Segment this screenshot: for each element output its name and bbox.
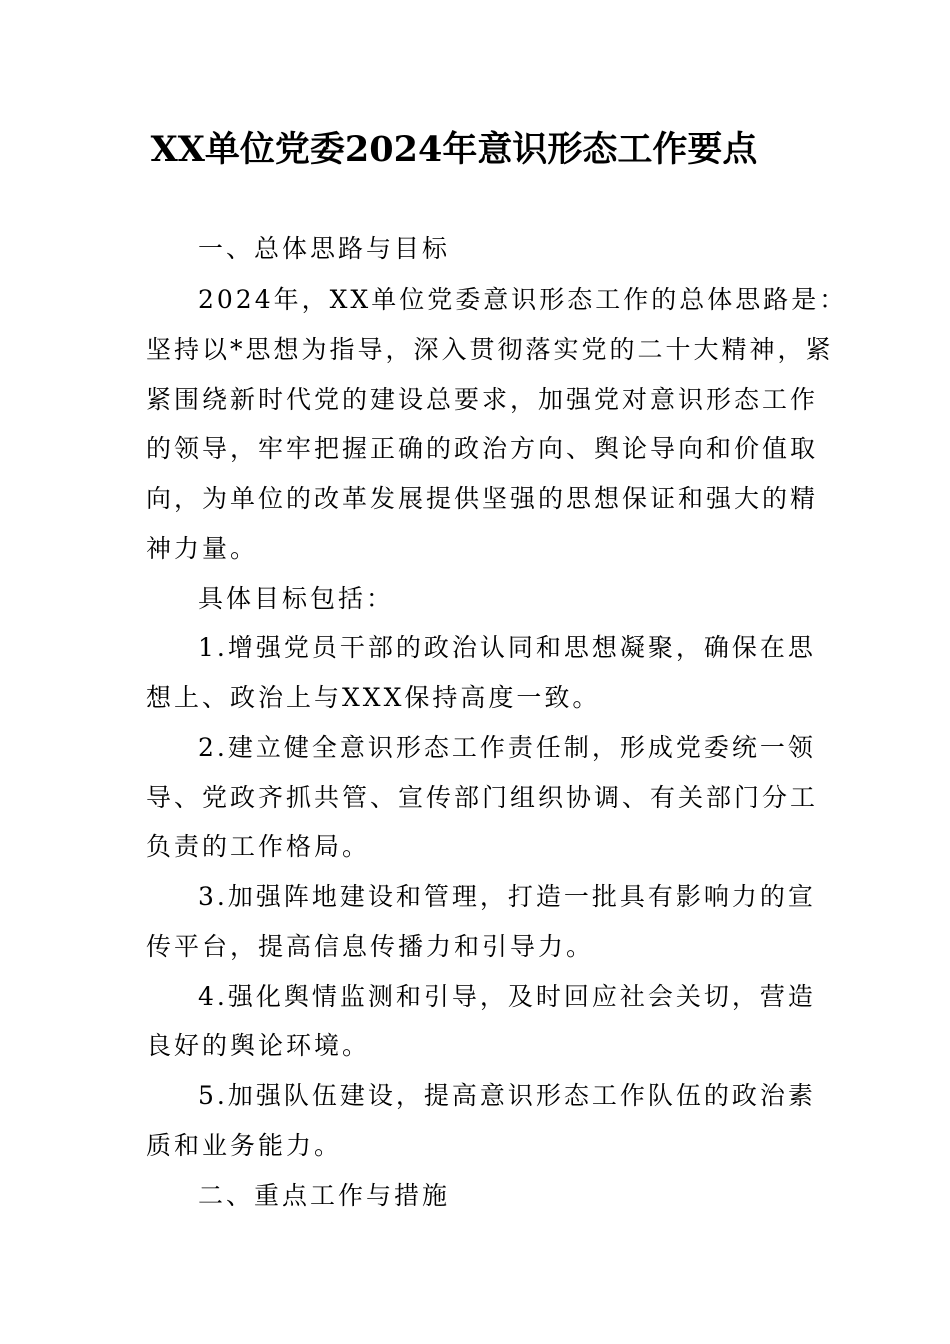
list-item-3-continued: 传平台，提高信息传播力和引导力。 (146, 932, 595, 961)
list-item-2-continued: 导、党政齐抓共管、宣传部门组织协调、有关部门分工 (146, 783, 819, 812)
paragraph-line: 坚持以*思想为指导，深入贯彻落实党的二十大精神，紧 (146, 335, 834, 364)
list-item-4: 4.强化舆情监测和引导，及时回应社会关切，营造 (198, 982, 816, 1011)
paragraph-line: 2024年，XX单位党委意识形态工作的总体思路是： (198, 285, 848, 314)
section-heading-1: 一、总体思路与目标 (198, 234, 451, 263)
paragraph-line: 紧围绕新时代党的建设总要求，加强党对意识形态工作 (146, 385, 819, 414)
document-title: XX单位党委2024年意识形态工作要点 (150, 129, 758, 170)
paragraph-line: 向，为单位的改革发展提供坚强的思想保证和强大的精 (146, 484, 819, 513)
paragraph-line: 神力量。 (146, 534, 259, 563)
list-item-5: 5.加强队伍建设，提高意识形态工作队伍的政治素 (198, 1081, 816, 1110)
list-item-4-continued: 良好的舆论环境。 (146, 1031, 371, 1060)
list-item-2-continued: 负责的工作格局。 (146, 832, 371, 861)
list-item-1: 1.增强党员干部的政治认同和思想凝聚，确保在思 (198, 633, 816, 662)
section-heading-2: 二、重点工作与措施 (198, 1181, 451, 1210)
list-item-5-continued: 质和业务能力。 (146, 1131, 343, 1160)
paragraph-line: 具体目标包括： (198, 584, 395, 613)
list-item-1-continued: 想上、政治上与XXX保持高度一致。 (146, 683, 601, 712)
list-item-2: 2.建立健全意识形态工作责任制，形成党委统一领 (198, 733, 816, 762)
paragraph-line: 的领导，牢牢把握正确的政治方向、舆论导向和价值取 (146, 434, 819, 463)
list-item-3: 3.加强阵地建设和管理，打造一批具有影响力的宣 (198, 882, 816, 911)
